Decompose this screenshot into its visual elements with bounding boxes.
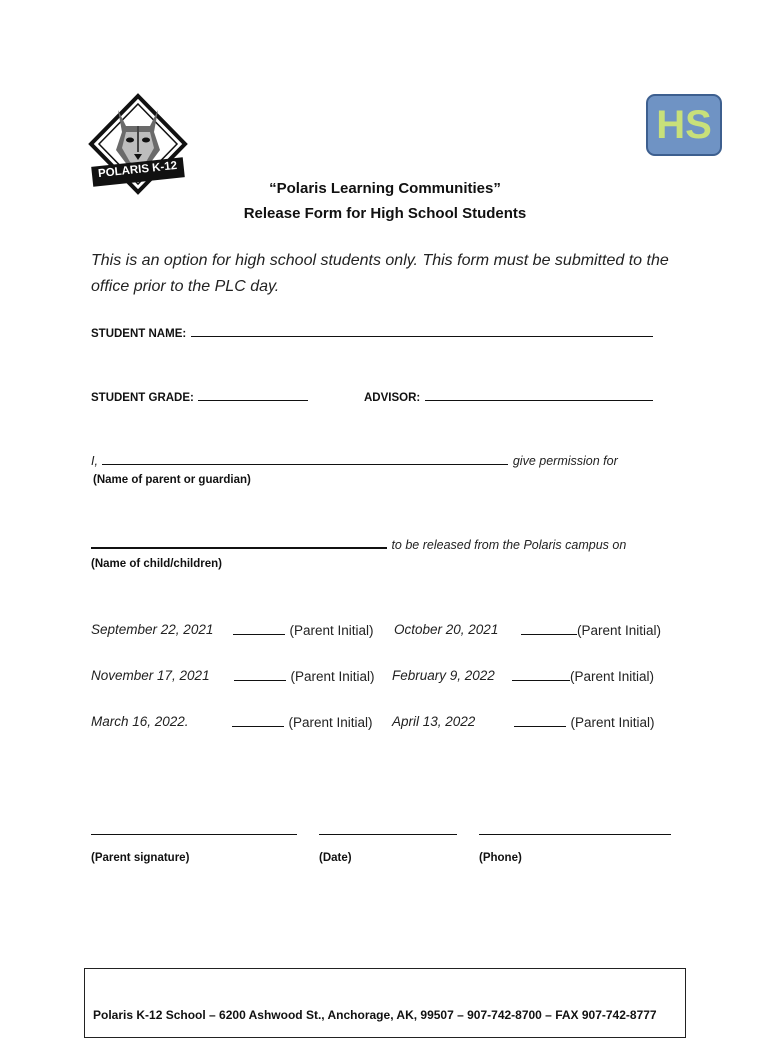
parent-name-field[interactable]: [102, 453, 508, 465]
date-1: September 22, 2021: [91, 622, 214, 637]
initial-6: [514, 714, 655, 732]
logo-text: POLARIS K-12: [97, 159, 178, 181]
initial-2-field[interactable]: [521, 623, 577, 635]
date-2: October 20, 2021: [394, 622, 499, 637]
released-text: to be released from the Polaris campus on: [391, 538, 627, 552]
initial-1: [233, 622, 374, 640]
form-title-line1: “Polaris Learning Communities”: [269, 180, 501, 197]
initial-3-label: (Parent Initial): [290, 669, 375, 684]
phone-field[interactable]: [479, 834, 671, 835]
parent-caption: (Name of parent or guardian): [93, 474, 251, 486]
child-caption: (Name of child/children): [91, 558, 222, 570]
date-3: November 17, 2021: [91, 668, 210, 683]
parent-signature-field[interactable]: [91, 834, 297, 835]
form-title-line2: Release Form for High School Students: [243, 205, 527, 222]
student-grade-row: [91, 388, 308, 406]
date-6: April 13, 2022: [392, 714, 476, 729]
initial-4-field[interactable]: [512, 669, 570, 681]
phone-label: (Phone): [479, 852, 522, 864]
parent-signature-label: (Parent signature): [91, 852, 190, 864]
child-release-row: [91, 536, 626, 554]
initial-2: [521, 622, 661, 640]
footer-box: [84, 968, 686, 1038]
hs-badge: HS: [646, 94, 722, 156]
date-4: February 9, 2022: [392, 668, 495, 683]
advisor-field[interactable]: [425, 389, 653, 401]
advisor-row: [364, 388, 653, 406]
initial-6-label: (Parent Initial): [570, 715, 655, 730]
initial-5: [232, 714, 373, 732]
initial-4: [512, 668, 654, 686]
initial-4-label: (Parent Initial): [570, 669, 655, 684]
student-grade-field[interactable]: [198, 389, 308, 401]
i-prefix: I,: [91, 454, 98, 468]
date-5: March 16, 2022.: [91, 714, 189, 729]
advisor-label: ADVISOR:: [364, 392, 421, 404]
parent-permission-row: [91, 452, 618, 470]
student-name-row: [91, 324, 653, 342]
initial-5-field[interactable]: [232, 715, 284, 727]
initial-6-field[interactable]: [514, 715, 566, 727]
initial-3-field[interactable]: [234, 669, 286, 681]
child-name-field[interactable]: [91, 536, 387, 549]
give-permission-text: give permission for: [512, 454, 618, 468]
student-name-label: STUDENT NAME:: [91, 328, 187, 340]
initial-1-label: (Parent Initial): [289, 623, 374, 638]
initial-5-label: (Parent Initial): [288, 715, 373, 730]
intro-paragraph: This is an option for high school students only. This form must be submitted to the office prior to the PLC day.: [91, 252, 669, 295]
initial-2-label: (Parent Initial): [577, 623, 662, 638]
student-name-field[interactable]: [191, 325, 653, 337]
initial-1-field[interactable]: [233, 623, 285, 635]
student-grade-label: STUDENT GRADE:: [91, 392, 194, 404]
date-signature-field[interactable]: [319, 834, 457, 835]
date-label: (Date): [319, 852, 352, 864]
footer-address: Polaris K-12 School – 6200 Ashwood St., Anchorage, AK, 99507 – 907-742-8700 – FAX 907-742-8777: [93, 1008, 657, 1022]
initial-3: [234, 668, 375, 686]
